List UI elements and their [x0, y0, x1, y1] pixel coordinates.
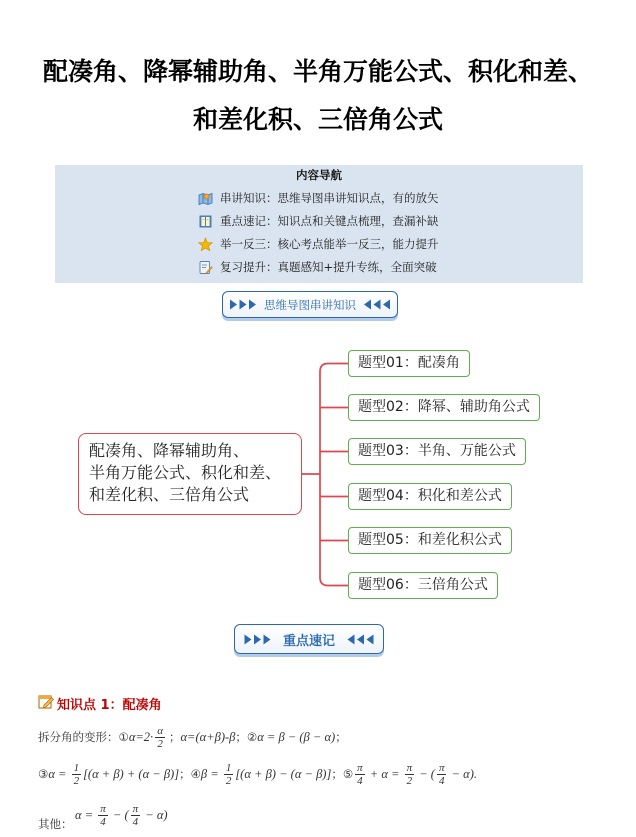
- fraction-denominator: 4: [132, 815, 139, 828]
- formula-text: − (: [416, 766, 435, 781]
- fraction-numerator: π: [357, 761, 363, 774]
- triple-arrow-left-icon: [347, 634, 374, 645]
- fraction-numerator: α: [157, 724, 163, 737]
- fraction-denominator: 4: [357, 774, 363, 787]
- page-title-line-2: 和差化积、三倍角公式: [192, 105, 443, 134]
- separator: ；: [168, 730, 181, 744]
- fraction: [131, 803, 141, 828]
- nav-item-text: 串讲知识：思维导图串讲知识点，有的放矢: [220, 191, 439, 205]
- fraction: [72, 762, 82, 787]
- key-points-section-banner: [234, 624, 384, 654]
- fraction-numerator: π: [132, 802, 139, 815]
- formula-line-3: [75, 801, 168, 829]
- formula-text: α =: [75, 807, 97, 822]
- formula-text: [(α + β) − (α − β)]: [235, 766, 332, 781]
- triple-arrow-left-icon: [364, 299, 390, 310]
- separator: ；: [335, 730, 347, 744]
- fraction-denominator: 4: [438, 774, 445, 787]
- item-mark: ③: [38, 767, 49, 781]
- star-icon: [198, 237, 213, 252]
- triple-arrow-right-icon: [244, 634, 271, 645]
- item-mark: ④: [190, 767, 201, 781]
- book-icon: [198, 214, 213, 229]
- end-period: .: [473, 766, 478, 781]
- mindmap-root-node: [78, 433, 302, 515]
- root-node-line: 配凑角、降幂辅助角、: [89, 441, 250, 460]
- formula-text: + α =: [366, 766, 403, 781]
- map-icon: [198, 191, 213, 206]
- fraction-denominator: 2: [157, 737, 163, 750]
- edit-note-icon: [198, 260, 213, 275]
- formula-text: α=2·: [128, 729, 154, 744]
- fraction: [437, 762, 447, 787]
- fraction-denominator: 2: [225, 774, 232, 787]
- notepad-pencil-icon: [38, 694, 55, 713]
- formula-line-1: [38, 723, 347, 751]
- fraction-numerator: 1: [73, 761, 80, 774]
- fraction: [405, 762, 415, 787]
- formula-text: − (: [109, 807, 129, 822]
- nav-item-practice: [198, 235, 439, 253]
- separator: ；: [235, 730, 247, 744]
- nav-item-key-points: [198, 212, 439, 230]
- item-mark: ⑤: [342, 767, 354, 781]
- banner-label: 思维导图串讲知识: [264, 297, 356, 312]
- item-mark: ①: [118, 730, 129, 744]
- fraction-numerator: π: [438, 761, 445, 774]
- fraction-numerator: 1: [225, 761, 232, 774]
- mindmap-branch-node-4: 题型04：积化和差公式: [348, 483, 512, 510]
- knowledge-point-title: 知识点 1：配凑角: [57, 697, 162, 713]
- root-node-line: 和差化积、三倍角公式: [89, 485, 250, 504]
- page-title-line-1: 配凑角、降幂辅助角、半角万能公式、积化和差、: [42, 57, 593, 86]
- root-node-line: 半角万能公式、积化和差、: [89, 463, 282, 482]
- content-navigation-box: [55, 165, 583, 283]
- fraction: [155, 725, 165, 750]
- triple-arrow-right-icon: [230, 299, 256, 310]
- mindmap-branch-node-2: 题型02：降幂、辅助角公式: [348, 394, 540, 421]
- formula-text: β =: [200, 766, 222, 781]
- formula-text: − α): [448, 766, 474, 781]
- formula-text: α =: [48, 766, 70, 781]
- fraction: [224, 762, 234, 787]
- fraction-denominator: 2: [73, 774, 80, 787]
- mindmap-branch-node-3: 题型03：半角、万能公式: [348, 438, 526, 465]
- decompose-label: 拆分角的变形：: [38, 730, 119, 744]
- nav-item-text: 重点速记：知识点和关键点梳理，查漏补缺: [220, 214, 439, 228]
- banner-label: 重点速记: [282, 633, 335, 649]
- item-mark: ②: [246, 730, 258, 744]
- separator: ；: [179, 767, 191, 781]
- fraction: [98, 803, 108, 828]
- mindmap-branch-node-1: 题型01：配凑角: [348, 350, 470, 377]
- fraction-denominator: 4: [100, 815, 106, 828]
- formula-text: α=(α+β)-β: [180, 729, 236, 744]
- other-label: 其他：: [38, 817, 73, 831]
- formula-text: [(α + β) + (α − β)]: [83, 766, 180, 781]
- formula-text: − α): [142, 807, 168, 822]
- nav-item-text: 复习提升：真题感知+提升专练，全面突破: [220, 260, 437, 274]
- content-navigation-heading: 内容导航: [296, 168, 342, 182]
- fraction-denominator: 2: [406, 774, 413, 787]
- formula-line-2: [38, 760, 477, 788]
- nav-item-knowledge-review: [198, 189, 439, 207]
- fraction-numerator: π: [406, 761, 413, 774]
- mindmap-branch-node-5: 题型05：和差化积公式: [348, 527, 512, 554]
- knowledge-point-heading: [38, 694, 162, 712]
- mindmap-branch-node-6: 题型06：三倍角公式: [348, 572, 498, 599]
- nav-item-text: 举一反三：核心考点能举一反三，能力提升: [220, 237, 439, 251]
- mindmap-section-banner: [222, 291, 398, 318]
- formula-text: α = β − (β − α): [257, 729, 336, 744]
- branch-trunk-line: [320, 364, 348, 586]
- fraction: [355, 762, 365, 787]
- nav-item-revision: [198, 258, 437, 276]
- separator: ；: [331, 767, 343, 781]
- fraction-numerator: π: [100, 802, 106, 815]
